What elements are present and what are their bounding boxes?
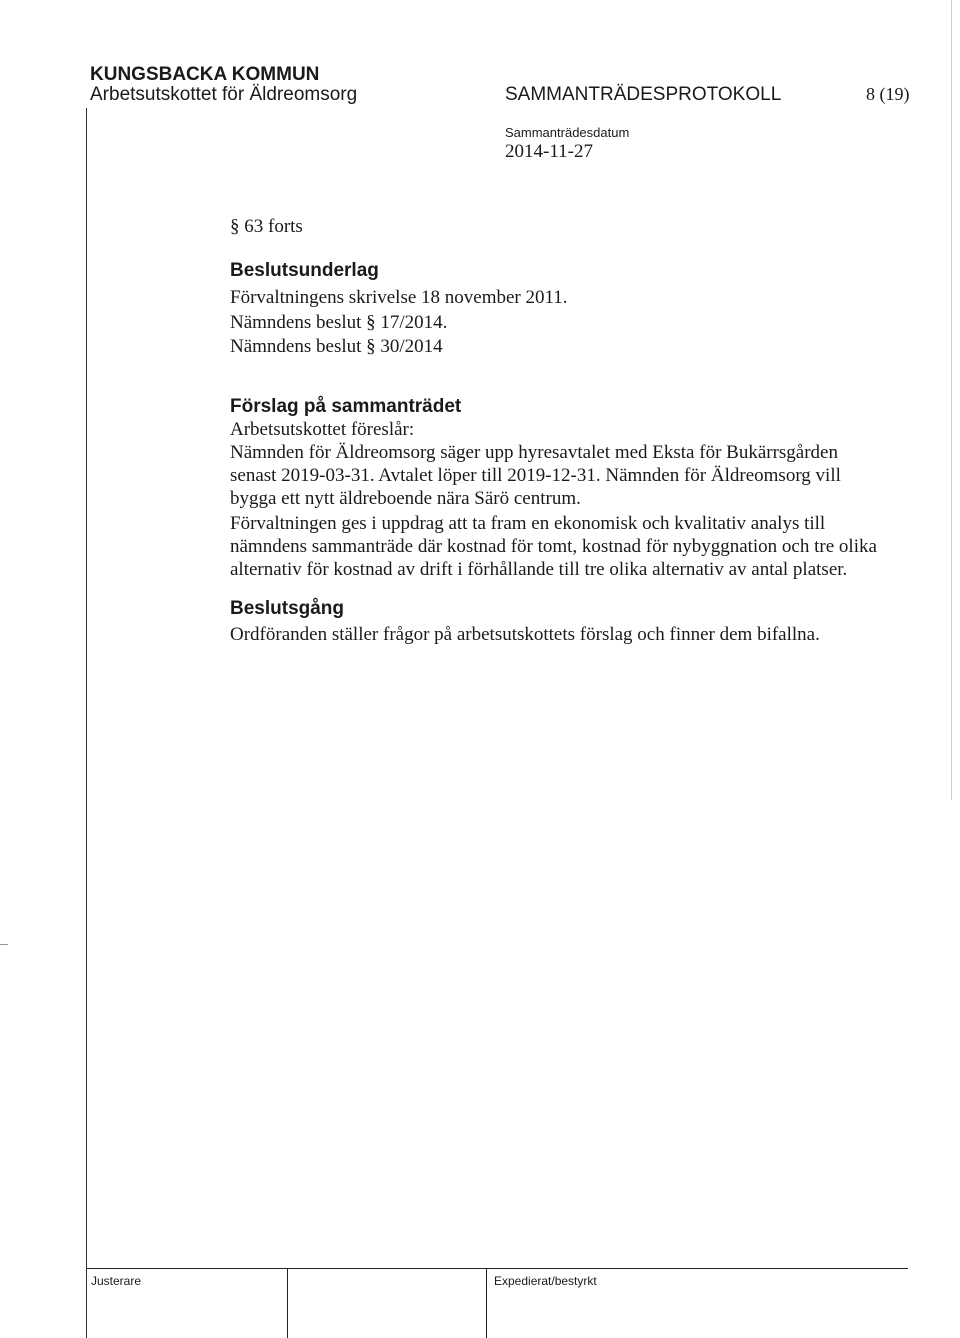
footer-divider bbox=[486, 1268, 487, 1338]
forslag-paragraph-line: alternativ för kostnad av drift i förhållande till tre olika alternativ av antal platser. bbox=[230, 559, 848, 580]
forslag-intro: Arbetsutskottet föreslår: bbox=[230, 419, 415, 440]
beslutsunderlag-item: Nämndens beslut § 17/2014. bbox=[230, 312, 448, 333]
beslutsgang-text: Ordföranden ställer frågor på arbetsutskottets förslag och finner dem bifallna. bbox=[230, 624, 820, 645]
page-number: 8 (19) bbox=[866, 84, 910, 104]
forslag-paragraph-line: senast 2019-03-31. Avtalet löper till 2019-12-31. Nämnden för Äldreomsorg vill bbox=[230, 465, 841, 486]
beslutsunderlag-item: Förvaltningens skrivelse 18 november 2011. bbox=[230, 287, 568, 308]
scan-edge-line bbox=[951, 0, 952, 800]
scan-edge-tick bbox=[0, 944, 8, 945]
forslag-paragraph-line: bygga ett nytt äldreboende nära Särö centrum. bbox=[230, 488, 581, 509]
forslag-paragraph-line: Nämnden för Äldreomsorg säger upp hyresavtalet med Eksta för Bukärrsgården bbox=[230, 442, 838, 463]
document-type: SAMMANTRÄDESPROTOKOLL bbox=[505, 84, 782, 105]
footer-rule bbox=[86, 1268, 908, 1269]
footer-divider bbox=[287, 1268, 288, 1338]
forslag-paragraph-line: Förvaltningen ges i uppdrag att ta fram en ekonomisk och kvalitativ analys till bbox=[230, 513, 826, 534]
heading-beslutsunderlag: Beslutsunderlag bbox=[230, 260, 379, 281]
meeting-date-label: Sammanträdesdatum bbox=[505, 125, 630, 140]
beslutsunderlag-item: Nämndens beslut § 30/2014 bbox=[230, 336, 443, 357]
heading-beslutsgang: Beslutsgång bbox=[230, 598, 345, 619]
justerare-label: Justerare bbox=[91, 1274, 142, 1288]
meeting-date: 2014-11-27 bbox=[505, 141, 593, 162]
organization-name: KUNGSBACKA KOMMUN bbox=[90, 64, 320, 85]
committee-name: Arbetsutskottet för Äldreomsorg bbox=[90, 84, 358, 105]
expedierat-label: Expedierat/bestyrkt bbox=[494, 1274, 597, 1288]
heading-forslag: Förslag på sammanträdet bbox=[230, 396, 462, 417]
forslag-paragraph-line: nämndens sammanträde där kostnad för tomt, kostnad för nybyggnation och tre olika bbox=[230, 536, 877, 557]
left-margin-rule bbox=[86, 108, 87, 1338]
section-reference: § 63 forts bbox=[230, 216, 303, 237]
